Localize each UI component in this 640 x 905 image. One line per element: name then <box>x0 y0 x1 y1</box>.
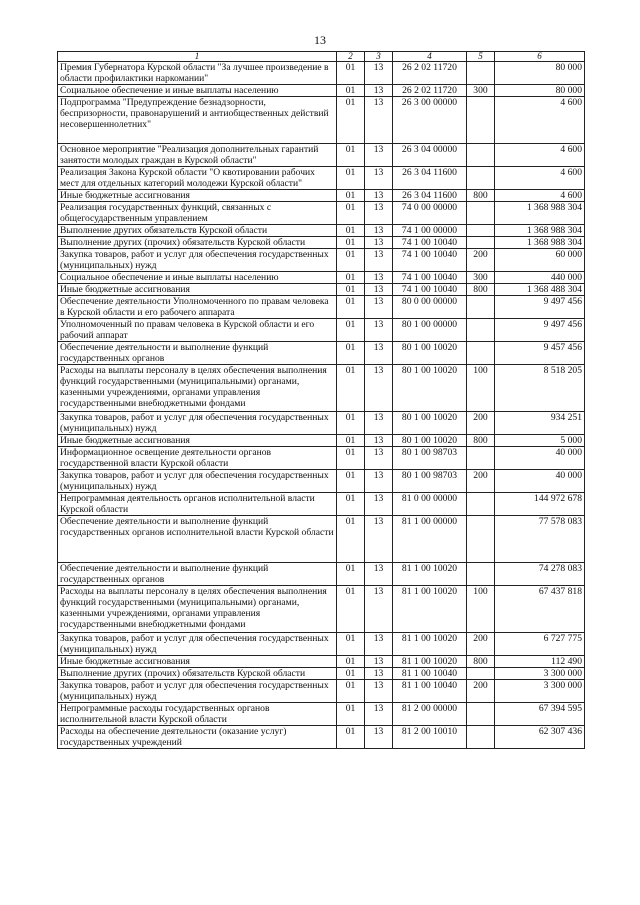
row-amount: 1 368 988 304 <box>495 237 585 249</box>
row-name: Подпрограмма "Предупреждение безнадзорности, беспризорности, правонарушений и антиобщественных действий несовершеннолетних" <box>58 97 337 144</box>
row-section: 01 <box>337 167 365 190</box>
row-amount: 5 000 <box>495 435 585 447</box>
row-subsection: 13 <box>365 656 393 668</box>
row-subsection: 13 <box>365 225 393 237</box>
table-row <box>58 703 585 726</box>
row-section: 01 <box>337 447 365 470</box>
column-number: 5 <box>467 52 495 62</box>
table-row <box>58 237 585 249</box>
row-target-article: 81 1 00 10020 <box>393 586 467 633</box>
row-subsection: 13 <box>365 190 393 202</box>
row-section: 01 <box>337 237 365 249</box>
row-subsection: 13 <box>365 319 393 342</box>
budget-table <box>57 51 585 749</box>
row-expense-type: 300 <box>467 85 495 97</box>
table-row <box>58 97 585 144</box>
row-amount: 1 368 488 304 <box>495 284 585 296</box>
table-row <box>58 470 585 493</box>
row-section: 01 <box>337 225 365 237</box>
table-row <box>58 202 585 225</box>
row-name: Закупка товаров, работ и услуг для обеспечения государственных (муниципальных) нужд <box>58 633 337 656</box>
row-expense-type <box>467 563 495 586</box>
row-target-article: 26 2 02 11720 <box>393 85 467 97</box>
row-target-article: 26 3 04 11600 <box>393 190 467 202</box>
row-section: 01 <box>337 680 365 703</box>
table-row <box>58 633 585 656</box>
row-amount: 77 578 083 <box>495 516 585 563</box>
row-name: Премия Губернатора Курской области "За лучшее произведение в области профилактики наркомании" <box>58 62 337 85</box>
row-name: Непрограммная деятельность органов исполнительной власти Курской области <box>58 493 337 516</box>
row-target-article: 80 1 00 98703 <box>393 470 467 493</box>
row-amount: 60 000 <box>495 249 585 272</box>
row-section: 01 <box>337 470 365 493</box>
row-expense-type: 200 <box>467 249 495 272</box>
row-expense-type: 200 <box>467 633 495 656</box>
table-row <box>58 435 585 447</box>
row-expense-type <box>467 668 495 680</box>
table-row <box>58 493 585 516</box>
row-name: Информационное освещение деятельности органов государственной власти Курской области <box>58 447 337 470</box>
row-expense-type <box>467 493 495 516</box>
row-subsection: 13 <box>365 62 393 85</box>
row-subsection: 13 <box>365 726 393 749</box>
row-expense-type <box>467 447 495 470</box>
row-amount: 1 368 988 304 <box>495 202 585 225</box>
row-section: 01 <box>337 412 365 435</box>
row-target-article: 81 1 00 10040 <box>393 680 467 703</box>
row-subsection: 13 <box>365 633 393 656</box>
row-section: 01 <box>337 85 365 97</box>
row-amount: 62 307 436 <box>495 726 585 749</box>
row-expense-type <box>467 342 495 365</box>
table-row <box>58 726 585 749</box>
table-row <box>58 296 585 319</box>
row-amount: 9 497 456 <box>495 296 585 319</box>
row-target-article: 80 1 00 98703 <box>393 447 467 470</box>
row-amount: 40 000 <box>495 470 585 493</box>
table-row <box>58 272 585 284</box>
row-subsection: 13 <box>365 563 393 586</box>
row-target-article: 26 3 00 00000 <box>393 97 467 144</box>
row-section: 01 <box>337 493 365 516</box>
row-amount: 67 394 595 <box>495 703 585 726</box>
row-section: 01 <box>337 563 365 586</box>
row-expense-type: 100 <box>467 365 495 412</box>
row-amount: 4 600 <box>495 167 585 190</box>
row-name: Закупка товаров, работ и услуг для обеспечения государственных (муниципальных) нужд <box>58 412 337 435</box>
row-subsection: 13 <box>365 342 393 365</box>
row-section: 01 <box>337 296 365 319</box>
row-target-article: 80 1 00 10020 <box>393 412 467 435</box>
row-section: 01 <box>337 97 365 144</box>
row-subsection: 13 <box>365 272 393 284</box>
row-target-article: 74 1 00 00000 <box>393 225 467 237</box>
row-expense-type <box>467 319 495 342</box>
row-expense-type <box>467 62 495 85</box>
row-target-article: 80 1 00 10020 <box>393 435 467 447</box>
row-target-article: 80 0 00 00000 <box>393 296 467 319</box>
table-row <box>58 365 585 412</box>
row-target-article: 81 1 00 10020 <box>393 633 467 656</box>
row-section: 01 <box>337 342 365 365</box>
row-section: 01 <box>337 284 365 296</box>
row-target-article: 26 3 04 00000 <box>393 144 467 167</box>
row-amount: 112 490 <box>495 656 585 668</box>
table-row <box>58 586 585 633</box>
row-target-article: 81 2 00 10010 <box>393 726 467 749</box>
row-amount: 74 278 083 <box>495 563 585 586</box>
row-amount: 4 600 <box>495 97 585 144</box>
row-section: 01 <box>337 272 365 284</box>
row-subsection: 13 <box>365 284 393 296</box>
row-expense-type: 800 <box>467 656 495 668</box>
row-name: Реализация Закона Курской области "О квотировании рабочих мест для отдельных категорий молодежи Курской области" <box>58 167 337 190</box>
row-subsection: 13 <box>365 237 393 249</box>
row-subsection: 13 <box>365 586 393 633</box>
row-amount: 9 457 456 <box>495 342 585 365</box>
row-amount: 80 000 <box>495 85 585 97</box>
row-subsection: 13 <box>365 493 393 516</box>
row-expense-type: 800 <box>467 284 495 296</box>
row-name: Иные бюджетные ассигнования <box>58 656 337 668</box>
row-section: 01 <box>337 202 365 225</box>
row-expense-type: 100 <box>467 586 495 633</box>
row-subsection: 13 <box>365 668 393 680</box>
row-section: 01 <box>337 726 365 749</box>
row-expense-type: 200 <box>467 412 495 435</box>
row-target-article: 74 1 00 10040 <box>393 237 467 249</box>
row-target-article: 80 1 00 10020 <box>393 365 467 412</box>
row-name: Закупка товаров, работ и услуг для обеспечения государственных (муниципальных) нужд <box>58 680 337 703</box>
row-name: Основное мероприятие "Реализация дополнительных гарантий занятости молодых граждан в Курской области" <box>58 144 337 167</box>
column-number: 3 <box>365 52 393 62</box>
row-expense-type: 800 <box>467 190 495 202</box>
row-target-article: 26 3 04 11600 <box>393 167 467 190</box>
row-section: 01 <box>337 365 365 412</box>
row-section: 01 <box>337 62 365 85</box>
row-section: 01 <box>337 190 365 202</box>
row-expense-type <box>467 144 495 167</box>
row-section: 01 <box>337 656 365 668</box>
column-number: 2 <box>337 52 365 62</box>
table-row <box>58 284 585 296</box>
row-name: Социальное обеспечение и иные выплаты населению <box>58 272 337 284</box>
table-row <box>58 668 585 680</box>
row-subsection: 13 <box>365 296 393 319</box>
table-row <box>58 412 585 435</box>
row-section: 01 <box>337 516 365 563</box>
row-amount: 440 000 <box>495 272 585 284</box>
row-expense-type: 300 <box>467 272 495 284</box>
row-subsection: 13 <box>365 365 393 412</box>
row-target-article: 74 1 00 10040 <box>393 272 467 284</box>
row-section: 01 <box>337 586 365 633</box>
row-section: 01 <box>337 633 365 656</box>
row-name: Закупка товаров, работ и услуг для обеспечения государственных (муниципальных) нужд <box>58 249 337 272</box>
row-name: Выполнение других (прочих) обязательств Курской области <box>58 668 337 680</box>
row-amount: 144 972 678 <box>495 493 585 516</box>
row-target-article: 81 1 00 10040 <box>393 668 467 680</box>
row-target-article: 81 1 00 00000 <box>393 516 467 563</box>
row-target-article: 81 1 00 10020 <box>393 563 467 586</box>
row-amount: 40 000 <box>495 447 585 470</box>
row-amount: 4 600 <box>495 144 585 167</box>
row-target-article: 74 1 00 10040 <box>393 284 467 296</box>
table-row <box>58 249 585 272</box>
row-section: 01 <box>337 319 365 342</box>
row-expense-type <box>467 516 495 563</box>
row-expense-type: 200 <box>467 680 495 703</box>
row-amount: 4 600 <box>495 190 585 202</box>
row-name: Выполнение других обязательств Курской области <box>58 225 337 237</box>
table-row <box>58 447 585 470</box>
row-expense-type <box>467 167 495 190</box>
table-row <box>58 563 585 586</box>
column-number: 6 <box>495 52 585 62</box>
row-subsection: 13 <box>365 97 393 144</box>
row-name: Обеспечение деятельности и выполнение функций государственных органов <box>58 563 337 586</box>
row-amount: 80 000 <box>495 62 585 85</box>
table-row <box>58 656 585 668</box>
row-name: Непрограммные расходы государственных органов исполнительной власти Курской области <box>58 703 337 726</box>
table-row <box>58 516 585 563</box>
row-subsection: 13 <box>365 447 393 470</box>
row-subsection: 13 <box>365 703 393 726</box>
row-subsection: 13 <box>365 516 393 563</box>
table-row <box>58 144 585 167</box>
row-amount: 8 518 205 <box>495 365 585 412</box>
row-expense-type <box>467 296 495 319</box>
row-subsection: 13 <box>365 412 393 435</box>
row-target-article: 26 2 02 11720 <box>393 62 467 85</box>
row-subsection: 13 <box>365 435 393 447</box>
row-name: Расходы на выплаты персоналу в целях обеспечения выполнения функций государственными (муниципальными) органами, казенными учреждениями, органами управления государственными внебюджетными фондами <box>58 365 337 412</box>
row-name: Иные бюджетные ассигнования <box>58 435 337 447</box>
row-subsection: 13 <box>365 249 393 272</box>
row-section: 01 <box>337 435 365 447</box>
row-amount: 3 300 000 <box>495 680 585 703</box>
row-expense-type <box>467 726 495 749</box>
row-name: Расходы на выплаты персоналу в целях обеспечения выполнения функций государственными (муниципальными) органами, казенными учреждениями, органами управления государственными внебюджетными фондами <box>58 586 337 633</box>
row-name: Реализация государственных функций, связанных с общегосударственным управлением <box>58 202 337 225</box>
row-expense-type <box>467 237 495 249</box>
row-amount: 9 497 456 <box>495 319 585 342</box>
row-target-article: 81 2 00 00000 <box>393 703 467 726</box>
row-target-article: 80 1 00 10020 <box>393 342 467 365</box>
row-amount: 67 437 818 <box>495 586 585 633</box>
row-name: Обеспечение деятельности и выполнение функций государственных органов исполнительной власти Курской области <box>58 516 337 563</box>
row-subsection: 13 <box>365 202 393 225</box>
row-section: 01 <box>337 668 365 680</box>
row-expense-type <box>467 225 495 237</box>
column-number: 4 <box>393 52 467 62</box>
row-target-article: 74 1 00 10040 <box>393 249 467 272</box>
row-name: Закупка товаров, работ и услуг для обеспечения государственных (муниципальных) нужд <box>58 470 337 493</box>
row-subsection: 13 <box>365 680 393 703</box>
row-section: 01 <box>337 144 365 167</box>
table-row <box>58 85 585 97</box>
column-number: 1 <box>58 52 337 62</box>
table-row <box>58 167 585 190</box>
row-amount: 934 251 <box>495 412 585 435</box>
row-expense-type <box>467 703 495 726</box>
row-section: 01 <box>337 703 365 726</box>
row-amount: 6 727 775 <box>495 633 585 656</box>
row-target-article: 80 1 00 00000 <box>393 319 467 342</box>
page-number: 13 <box>314 33 326 47</box>
row-name: Уполномоченный по правам человека в Курской области и его рабочий аппарат <box>58 319 337 342</box>
column-number-row <box>58 52 585 62</box>
row-section: 01 <box>337 249 365 272</box>
table-row <box>58 680 585 703</box>
row-name: Иные бюджетные ассигнования <box>58 284 337 296</box>
row-subsection: 13 <box>365 85 393 97</box>
row-name: Обеспечение деятельности и выполнение функций государственных органов <box>58 342 337 365</box>
row-target-article: 81 1 00 10020 <box>393 656 467 668</box>
row-expense-type: 200 <box>467 470 495 493</box>
table-row <box>58 62 585 85</box>
row-name: Иные бюджетные ассигнования <box>58 190 337 202</box>
row-target-article: 81 0 00 00000 <box>393 493 467 516</box>
row-name: Социальное обеспечение и иные выплаты населению <box>58 85 337 97</box>
row-amount: 1 368 988 304 <box>495 225 585 237</box>
row-expense-type: 800 <box>467 435 495 447</box>
row-subsection: 13 <box>365 144 393 167</box>
table-row <box>58 225 585 237</box>
row-expense-type <box>467 202 495 225</box>
row-subsection: 13 <box>365 167 393 190</box>
table-row <box>58 319 585 342</box>
row-target-article: 74 0 00 00000 <box>393 202 467 225</box>
row-name: Расходы на обеспечение деятельности (оказание услуг) государственных учреждений <box>58 726 337 749</box>
row-subsection: 13 <box>365 470 393 493</box>
table-row <box>58 342 585 365</box>
row-amount: 3 300 000 <box>495 668 585 680</box>
row-name: Выполнение других (прочих) обязательств Курской области <box>58 237 337 249</box>
row-name: Обеспечение деятельности Уполномоченного по правам человека в Курской области и его рабочего аппарата <box>58 296 337 319</box>
table-row <box>58 190 585 202</box>
row-expense-type <box>467 97 495 144</box>
